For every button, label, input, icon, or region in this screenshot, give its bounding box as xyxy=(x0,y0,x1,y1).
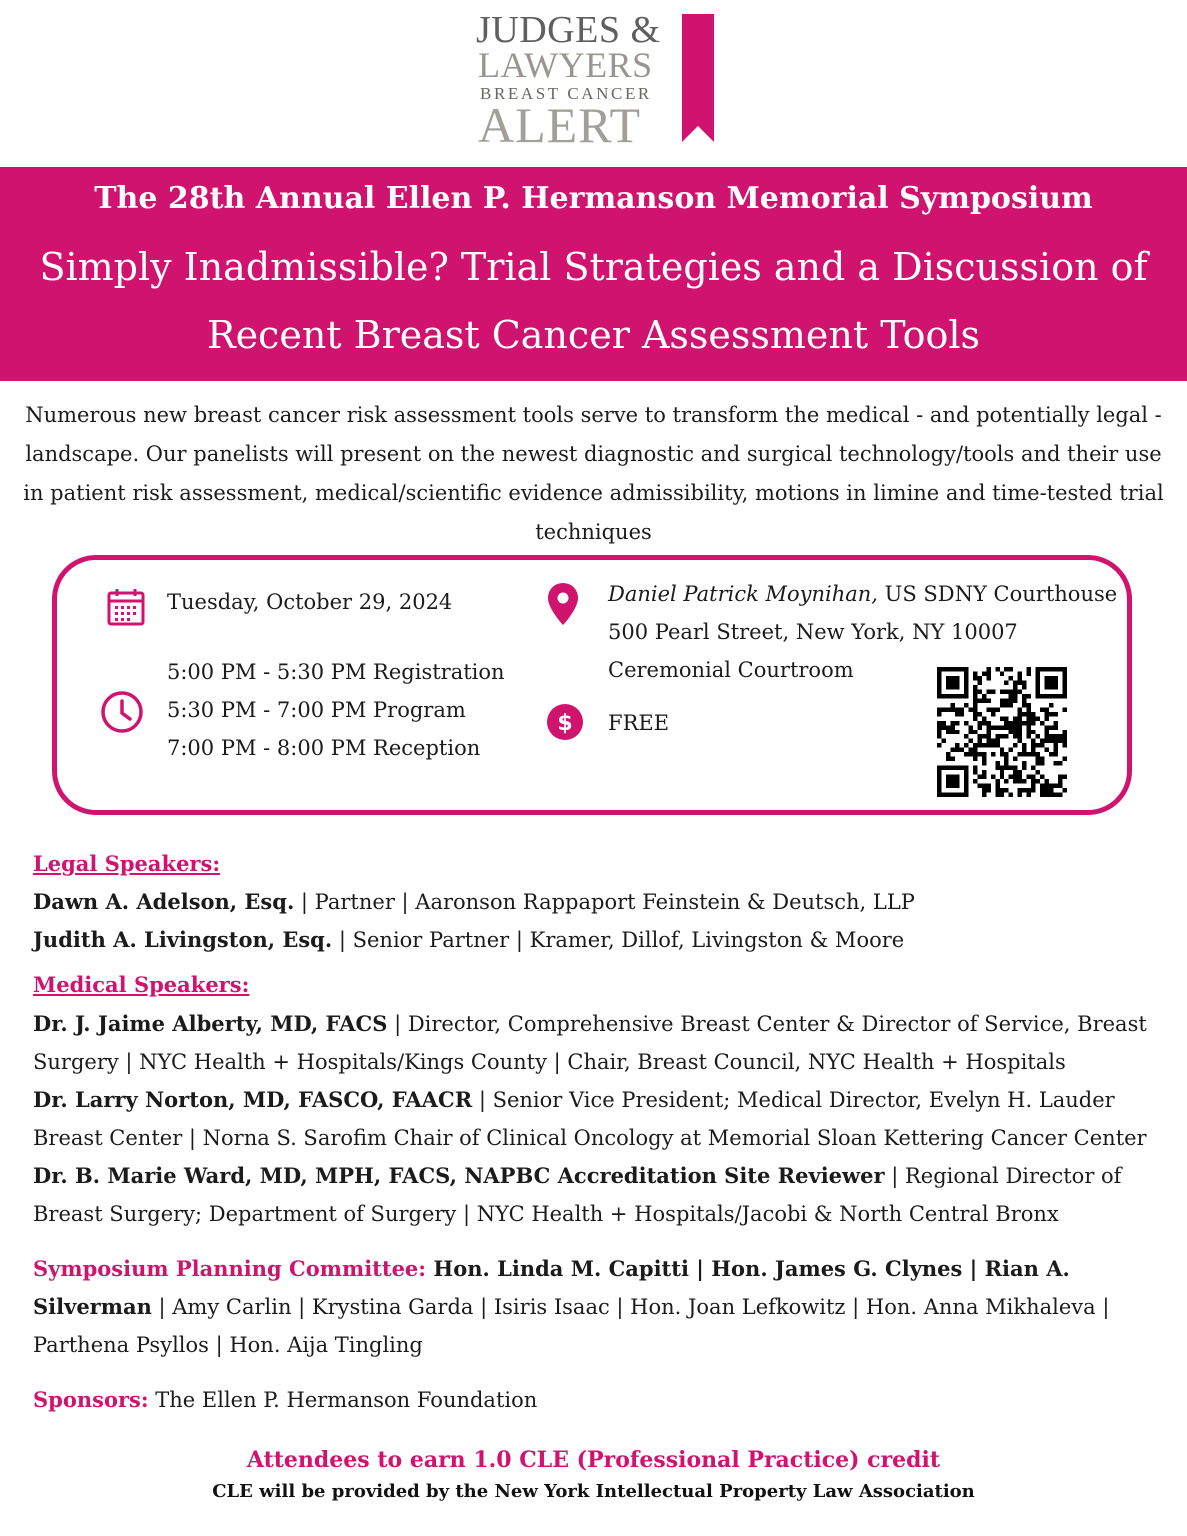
cle-provider-notice: CLE will be provided by the New York Intellectual Property Law Association xyxy=(212,1481,975,1502)
event-price: FREE xyxy=(608,711,670,735)
speaker-name: Dr. J. Jaime Alberty, MD, FACS xyxy=(33,1011,388,1036)
intro-paragraph: Numerous new breast cancer risk assessment tools serve to transform the medical - and potentially legal - landscape. Our panelists will present on the newest diagnostic and surgical technology/tools and their use in patient risk assessment, medical/scientific evidence admissibility, motions in limine and time-tested trial techniques xyxy=(23,403,1164,544)
venue-name-rest: US SDNY Courthouse xyxy=(877,582,1118,606)
location-pin-icon xyxy=(547,582,579,626)
speaker-details: | Partner | Aaronson Rappaport Feinstein & Deutsch, LLP xyxy=(294,890,915,914)
committee-other-members: | Amy Carlin | Krystina Garda | Isiris Isaac | Hon. Joan Lefkowitz | Hon. Anna Mikhaleva | Parthena Psyllos | Hon. Aija Tingling xyxy=(33,1295,1110,1357)
venue-room: Ceremonial Courtroom xyxy=(608,658,854,682)
schedule-reception: 7:00 PM - 8:00 PM Reception xyxy=(167,736,481,760)
sponsors-label: Sponsors: xyxy=(33,1387,149,1412)
pink-ribbon-icon xyxy=(682,14,714,142)
sponsors xyxy=(33,1381,1158,1419)
planning-committee xyxy=(33,1250,1158,1364)
legal-speakers-list xyxy=(33,883,1158,959)
svg-text:$: $ xyxy=(557,711,573,736)
logo-line-lawyers: LAWYERS xyxy=(478,45,653,85)
venue-name xyxy=(608,582,1117,606)
clock-icon xyxy=(100,690,144,734)
venue-name-italic: Daniel Patrick Moynihan, xyxy=(608,582,878,606)
event-title-line-2: Recent Breast Cancer Assessment Tools xyxy=(206,313,981,357)
registration-qr-code[interactable] xyxy=(937,667,1067,797)
event-date: Tuesday, October 29, 2024 xyxy=(167,590,453,614)
logo-line-judges: JUDGES & xyxy=(476,9,661,51)
schedule-program: 5:30 PM - 7:00 PM Program xyxy=(167,698,466,722)
logo-line-breast-cancer: BREAST CANCER xyxy=(480,84,652,103)
speaker-details: | Senior Partner | Kramer, Dillof, Livingston & Moore xyxy=(332,928,905,952)
sponsors-value: The Ellen P. Hermanson Foundation xyxy=(148,1388,538,1412)
medical-speaker xyxy=(33,1157,1158,1233)
schedule-registration: 5:00 PM - 5:30 PM Registration xyxy=(167,660,505,684)
committee-label: Symposium Planning Committee: xyxy=(33,1256,427,1281)
event-details-box xyxy=(52,555,1132,815)
speaker-details: | Regional Director of Breast Surgery; Department of Surgery | NYC Health + Hospitals/Jacobi & North Central Bronx xyxy=(33,1164,1122,1226)
legal-speaker xyxy=(33,883,1158,921)
medical-speaker xyxy=(33,1081,1158,1157)
medical-speakers-heading: Medical Speakers: xyxy=(33,972,250,997)
title-banner xyxy=(0,167,1187,381)
dollar-icon xyxy=(546,703,584,741)
speaker-details: | Director, Comprehensive Breast Center & Director of Service, Breast Surgery | NYC Health + Hospitals/Kings County | Chair, Breast Council, NYC Health + Hospitals xyxy=(33,1012,1147,1074)
speaker-name: Dr. Larry Norton, MD, FASCO, FAACR xyxy=(33,1087,473,1112)
legal-speakers-heading: Legal Speakers: xyxy=(33,851,221,876)
calendar-icon xyxy=(106,587,146,627)
legal-speaker xyxy=(33,921,1158,959)
logo-line-alert: ALERT xyxy=(478,97,642,153)
speaker-name: Dr. B. Marie Ward, MD, MPH, FACS, NAPBC Accreditation Site Reviewer xyxy=(33,1163,885,1188)
medical-speaker xyxy=(33,1005,1158,1081)
organization-logo xyxy=(470,8,720,153)
medical-speakers-list xyxy=(33,1005,1158,1233)
committee-bold-members: Hon. Linda M. Capitti | Hon. James G. Clynes | Rian A. Silverman xyxy=(33,1256,1070,1319)
symposium-supertitle: The 28th Annual Ellen P. Hermanson Memorial Symposium xyxy=(94,181,1093,216)
event-title-line-1: Simply Inadmissible? Trial Strategies and a Discussion of xyxy=(39,245,1148,289)
speaker-details: | Senior Vice President; Medical Director, Evelyn H. Lauder Breast Center | Norna S. Sarofim Chair of Clinical Oncology at Memorial Sloan Kettering Cancer Center xyxy=(33,1088,1147,1150)
speaker-name: Dawn A. Adelson, Esq. xyxy=(33,889,295,914)
cle-credit-notice: Attendees to earn 1.0 CLE (Professional Practice) credit xyxy=(246,1447,941,1473)
speaker-name: Judith A. Livingston, Esq. xyxy=(33,927,333,952)
venue-address: 500 Pearl Street, New York, NY 10007 xyxy=(608,620,1018,644)
